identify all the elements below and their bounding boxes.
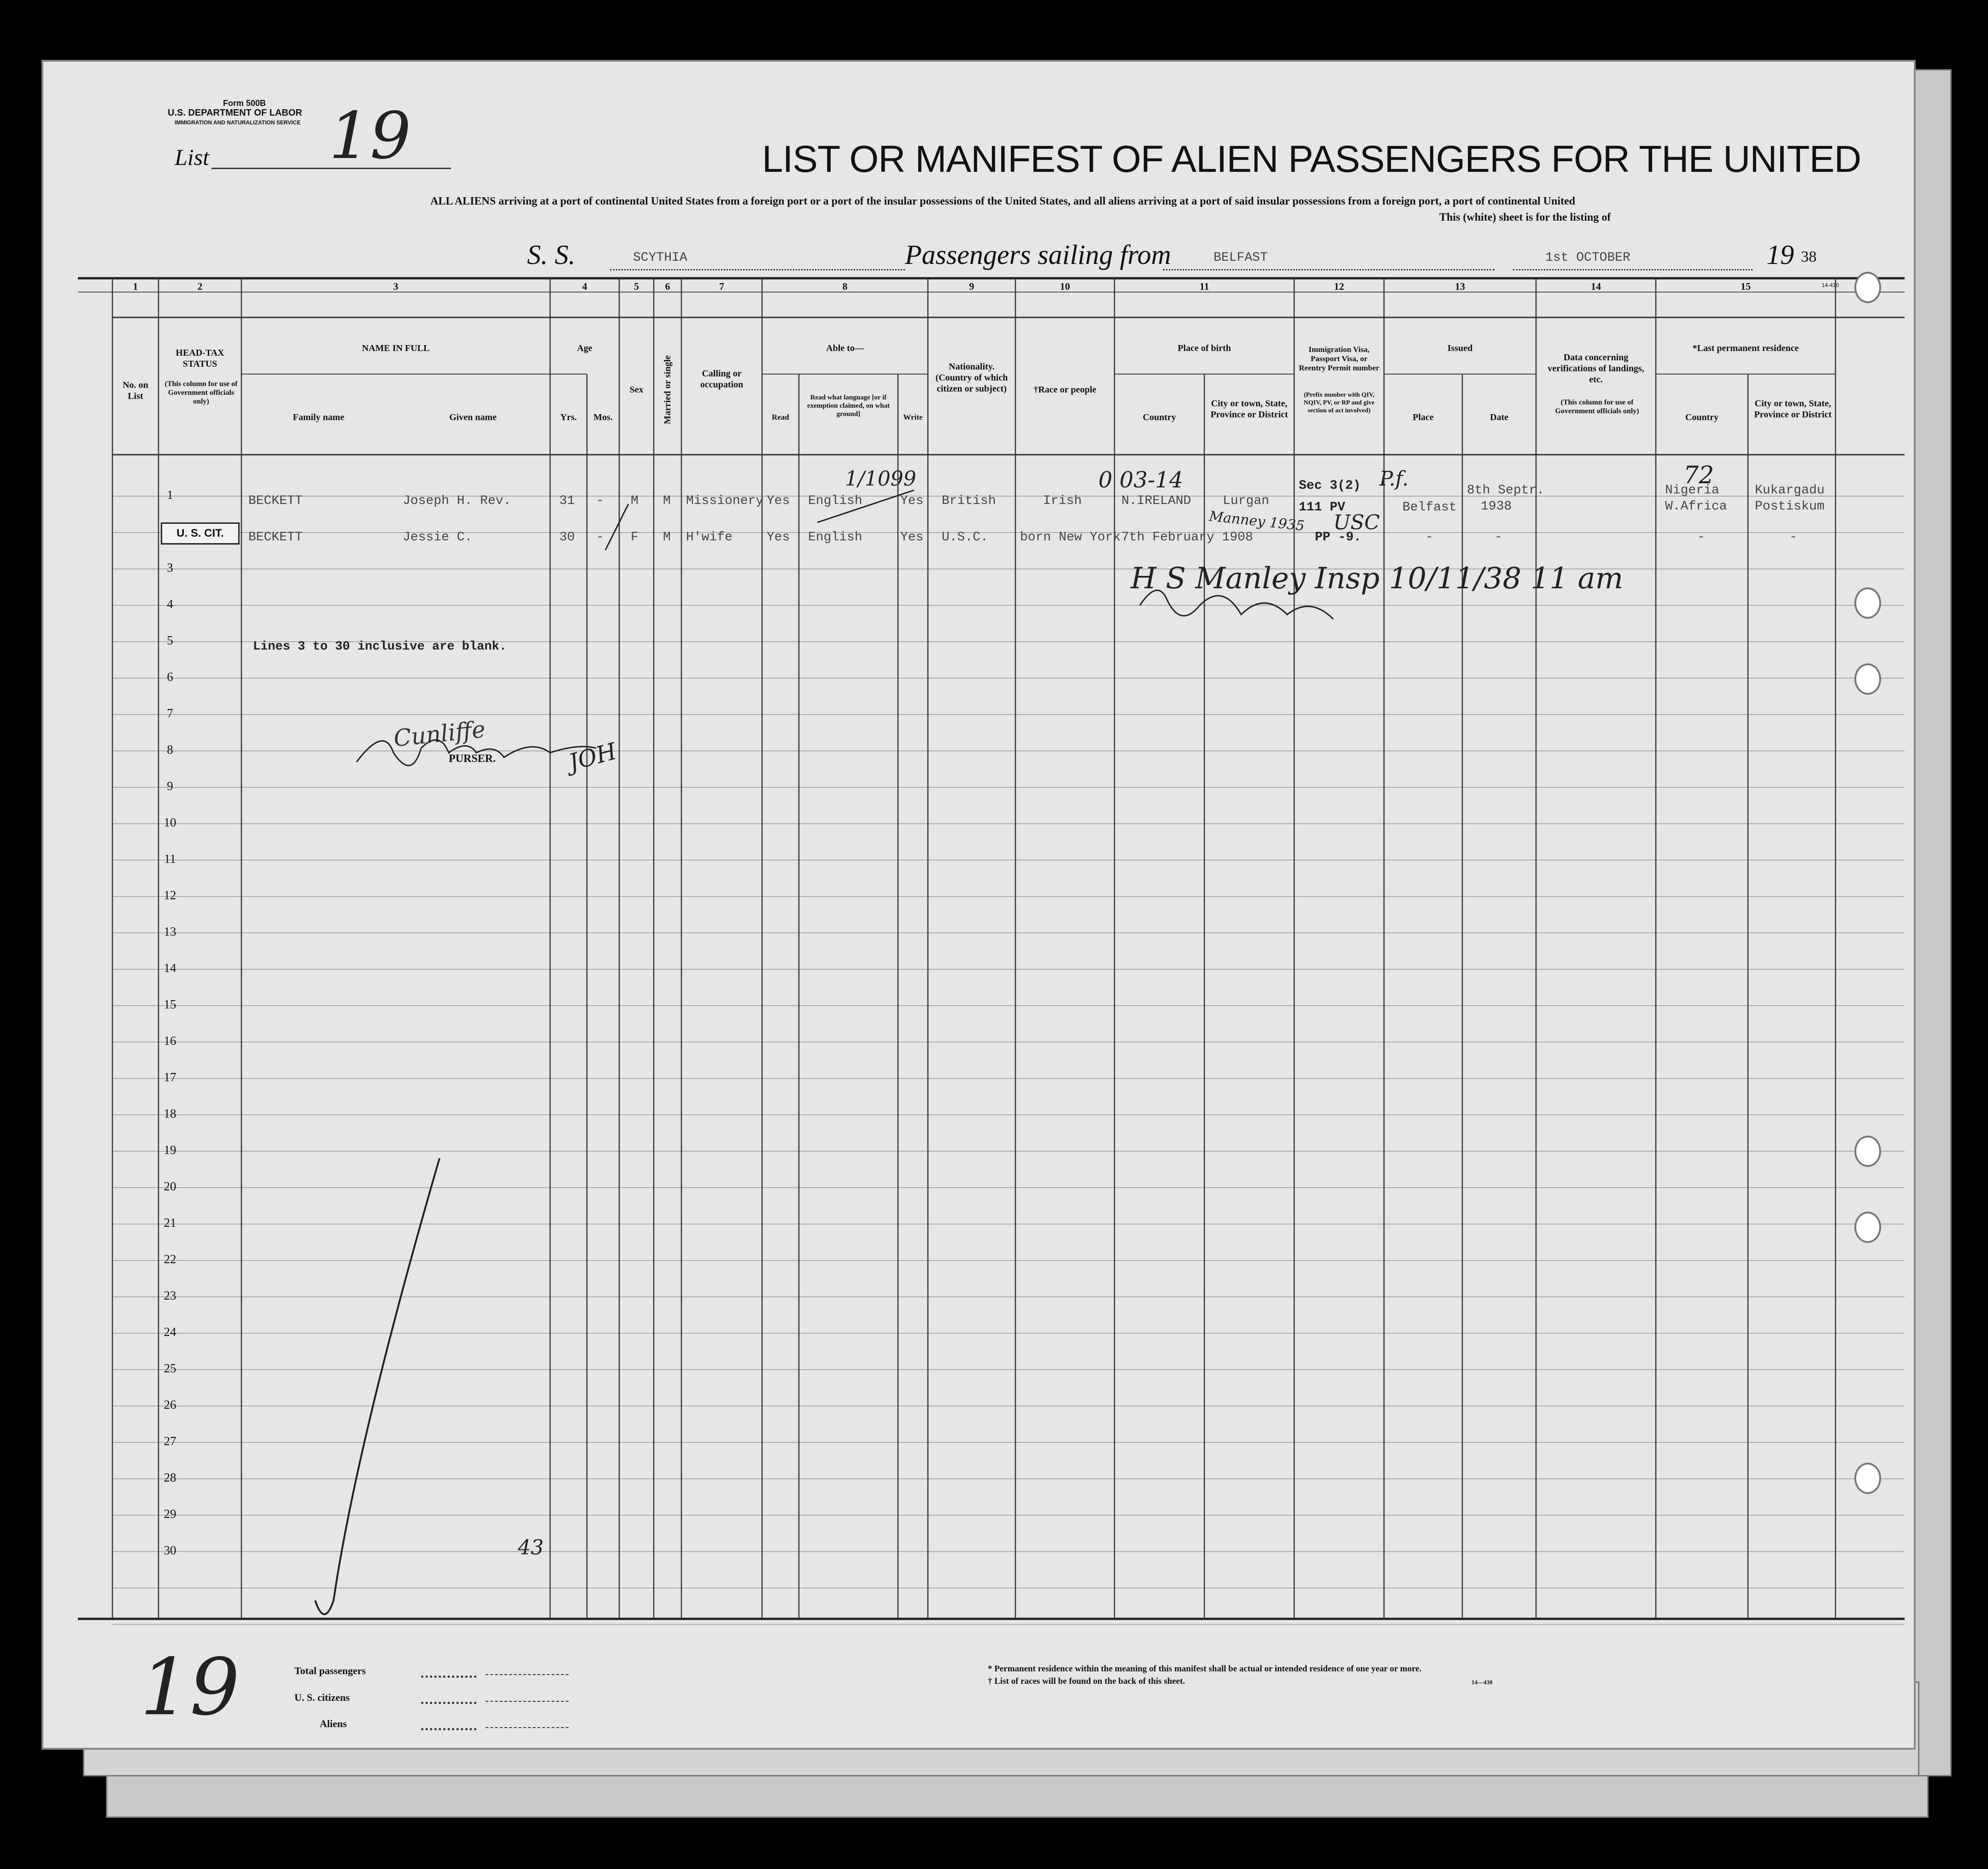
hand-initials: JOH [566,738,620,776]
visa-number: 111 PV [1299,500,1345,515]
manifest-sheet [41,60,1916,1750]
header-no-on-list: No. on List [123,380,148,401]
header-read: Read [772,413,789,422]
footnote-races: † List of races will be found on the back of this sheet. [988,1676,1185,1686]
family-name: BECKETT [248,530,303,545]
manifest-grid [43,62,1914,1748]
header-place: Place [1413,412,1434,422]
issued-date-day: - [1495,530,1502,545]
col-num-4: 4 [582,281,587,292]
footer-code: 14—430 [1472,1679,1493,1686]
header-head-tax: HEAD-TAX STATUS [176,348,224,369]
header-given-name: Given name [449,412,497,422]
header-city: City or town, State, Province or District [1210,398,1288,420]
page-title: LIST OR MANIFEST OF ALIEN PASSENGERS FOR THE UNITED [762,138,1861,180]
hand-72: 72 [1683,462,1714,489]
department: U.S. DEPARTMENT OF LABOR [168,108,302,118]
check-mark [315,1158,440,1614]
col-num-6: 6 [665,281,670,292]
issued-place: Belfast [1402,500,1457,515]
row-number: 18 [164,1107,176,1120]
birth-country: N.IRELAND [1121,494,1191,508]
given-name: Joseph H. Rev. [403,494,511,508]
row-number: 26 [164,1398,176,1412]
row-number: 21 [164,1216,176,1230]
small-code: 14-430 [1822,282,1839,288]
total-passengers-label: Total passengers [294,1665,366,1676]
ss-label: S. S. [527,240,575,270]
hand-1099: 1/1099 [845,467,916,491]
row-number: 15 [164,997,176,1011]
header-verifications-note: (This column for use of Government officials only) [1555,398,1639,415]
header-res-city: City or town, State, Province or District [1754,398,1832,420]
family-name: BECKETT [248,494,303,508]
col-num-10: 10 [1060,281,1070,292]
row-number: 13 [164,925,176,938]
visa-number: PP -9. [1315,530,1361,545]
header-res-country: Country [1685,412,1719,422]
row-number: 16 [164,1034,176,1048]
row-number: 28 [164,1471,176,1484]
header-issued: Issued [1447,343,1473,353]
col-num-2: 2 [197,281,203,292]
res-country-1: - [1697,530,1705,545]
aliens-label: Aliens [320,1718,347,1729]
header-nationality: Nationality. (Country of which citizen or subject) [935,362,1008,394]
header-visa-note: (Prefix number with QIV, NQIV, PV, or RP and give section of act involved) [1303,392,1375,414]
list-number: 19 [329,99,411,174]
header-yrs: Yrs. [560,412,577,422]
header-head-tax-note: (This column for use of Government officials only) [164,380,238,405]
port-name: BELFAST [1214,251,1268,265]
row-rules [112,496,1905,1624]
us-citizen-stamp-text: U. S. CIT. [176,527,224,539]
row-number: 5 [167,633,173,647]
col-num-8: 8 [842,281,848,292]
header-read-what: Read what language [or if exemption claimed, on what ground] [807,394,890,418]
row-number: 24 [164,1325,176,1339]
married: M [663,530,671,545]
issued-date-year: 1938 [1481,499,1512,514]
issued-date-day: 8th Septr. [1467,483,1545,498]
age-months: - [596,494,604,508]
col-num-14: 14 [1591,281,1601,292]
us-citizens-line [486,1701,569,1702]
hand-43: 43 [518,1536,544,1559]
row-number: 25 [164,1361,176,1375]
row-number: 27 [164,1434,176,1448]
row-number: 7 [167,706,173,720]
binder-hole [1854,663,1881,695]
header-mos: Mos. [593,412,613,422]
col-num-7: 7 [719,281,724,292]
row-number: 22 [164,1252,176,1266]
header-verifications: Data concerning verifications of landings, etc. [1548,352,1644,385]
col-num-12: 12 [1334,281,1344,292]
birth-country: 7th February 1908 [1121,530,1253,545]
total-passengers-dots [421,1676,476,1678]
row-number: 3 [167,561,173,574]
list-label: List [175,144,210,170]
hand-usc: USC [1333,511,1380,534]
row-number: 19 [164,1143,176,1157]
sex: F [631,530,639,545]
footer-list-number: 19 [140,1642,240,1733]
row-number: 30 [164,1543,176,1557]
row-number: 10 [164,815,176,829]
visa-section: Sec 3(2) [1299,479,1361,493]
age-years: 31 [559,494,575,508]
total-passengers-line [486,1674,569,1675]
occupation: H'wife [686,530,733,545]
hand-manney: Manney 1935 [1208,508,1306,534]
can-read: Yes [767,530,790,545]
row-number: 12 [164,888,176,902]
header-country: Country [1143,412,1176,422]
nationality: British [942,494,996,508]
aliens-dots [421,1728,476,1730]
nationality: U.S.C. [942,530,988,545]
binder-hole [1854,1463,1881,1494]
subtitle-line2: This (white) sheet is for the listing of [1439,211,1611,223]
row-number: 14 [164,961,176,975]
ship-name: SCYTHIA [633,251,687,265]
header-race: †Race or people [1033,385,1097,395]
row-number: 1 [167,488,173,502]
col-num-15: 15 [1741,281,1751,292]
row-number: 11 [164,852,176,866]
form-number: Form 500B [223,99,266,108]
binder-hole [1854,1136,1881,1167]
can-write: Yes [900,494,924,508]
sex: M [631,494,639,508]
header-issued-date: Date [1490,412,1508,422]
header-married: Married or single [663,355,673,424]
subtitle-line1: ALL ALIENS arriving at a port of continental United States from a foreign port or a port of the insular possessions of the United States, and all aliens arriving at a port of said insular possessions from a foreign port, a port of continental United [430,195,1575,207]
row-number: 4 [167,597,173,611]
header-write: Write [903,413,923,422]
header-calling: Calling or occupation [700,369,744,390]
blank-lines-note: Lines 3 to 30 inclusive are blank. [253,640,507,654]
language: English [808,530,862,545]
hand-signature: H S Manley Insp 10/11/38 11 am [1131,562,1624,596]
year-prefix: 19 [1766,240,1794,270]
header-visa: Immigration Visa, Passport Visa, or Reentry Permit number [1299,345,1379,372]
issued-place: - [1425,530,1433,545]
row-number: 9 [167,779,173,793]
can-read: Yes [767,494,790,508]
hand-0314: 0 03-14 [1098,467,1184,493]
row-number: 20 [164,1179,176,1193]
col-num-13: 13 [1455,281,1465,292]
purser-label: PURSER. [449,753,496,765]
us-citizens-label: U. S. citizens [294,1692,350,1703]
col-num-5: 5 [634,281,639,292]
race: born New York [1020,530,1121,545]
header-able-to: Able to— [826,343,864,353]
footnote-residence: * Permanent residence within the meaning of this manifest shall be actual or intended residence of one year or more. [988,1664,1422,1674]
occupation: Missionery [686,494,764,508]
purser-signature: Cunliffe [392,715,487,752]
header-name-in-full: NAME IN FULL [362,343,430,353]
tick-mark-1 [605,504,628,550]
header-sex: Sex [629,385,644,395]
header-place-of-birth: Place of birth [1178,343,1231,353]
row-number: 29 [164,1507,176,1521]
col-num-1: 1 [133,281,138,292]
col-num-9: 9 [969,281,974,292]
binder-hole [1854,587,1881,619]
row-number: 17 [164,1070,176,1084]
age-years: 30 [559,530,575,545]
race: Irish [1043,494,1082,508]
binder-hole [1854,272,1881,303]
res-city-1: Kukargadu [1755,483,1825,498]
row-number: 6 [167,670,173,684]
service: IMMIGRATION AND NATURALIZATION SERVICE [175,119,301,126]
res-country-2: W.Africa [1665,499,1727,514]
us-citizens-dots [421,1702,476,1704]
sailing-label: Passengers sailing from [905,240,1171,270]
row-number: 8 [167,743,173,756]
row-number: 23 [164,1289,176,1302]
aliens-line [486,1727,569,1728]
age-months: - [596,530,604,545]
married: M [663,494,671,508]
given-name: Jessie C. [403,530,473,545]
header-age: Age [577,343,592,353]
us-citizen-stamp [161,522,240,545]
binder-hole [1854,1212,1881,1243]
res-city-2: Postiskum [1755,499,1825,514]
hand-pf: P.f. [1379,467,1409,491]
col-num-3: 3 [393,281,399,292]
res-country-1: Nigeria [1665,483,1719,498]
year-suffix: 38 [1801,248,1817,265]
header-family-name: Family name [293,412,345,422]
language: English [808,494,862,508]
birth-city: Lurgan [1223,494,1269,508]
can-write: Yes [900,530,924,545]
col-num-11: 11 [1199,281,1209,292]
sailing-date: 1st OCTOBER [1545,251,1630,265]
res-city-1: - [1789,530,1797,545]
header-last-residence: *Last permanent residence [1692,343,1799,353]
